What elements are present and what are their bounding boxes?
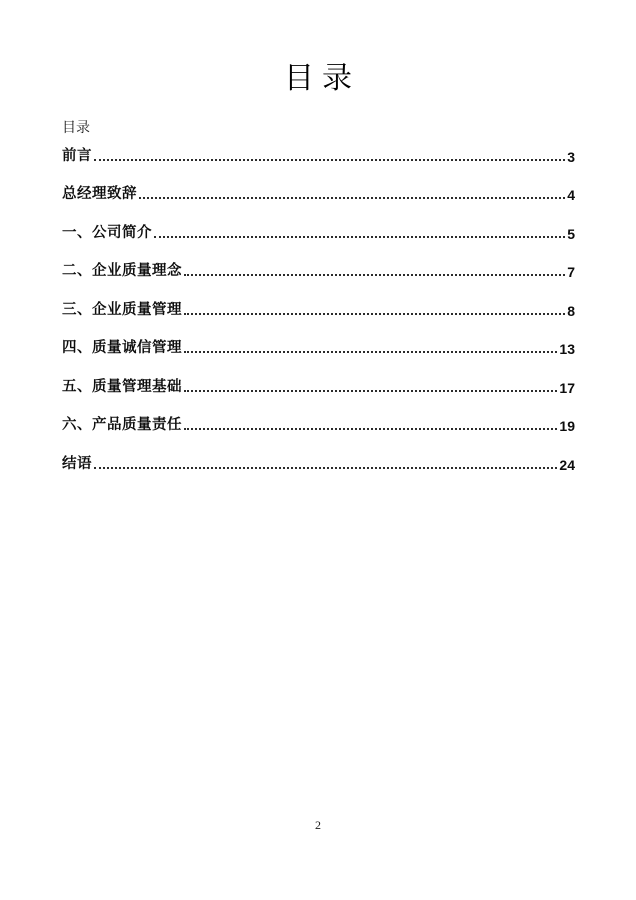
dot-leader [184, 351, 557, 353]
toc-entry[interactable] [62, 434, 575, 473]
toc-entry-page-number: 8 [567, 302, 575, 319]
toc-entry-page-number: 4 [567, 187, 575, 203]
toc-entry-label: 六、产品质量责任 [62, 417, 182, 433]
toc-entry[interactable] [62, 242, 575, 281]
toc-entry-page-number: 17 [559, 379, 575, 396]
toc-entry-page-number: 13 [559, 341, 575, 357]
toc-field-label: 目录 [62, 121, 90, 136]
toc-entry-label: 五、质量管理基础 [62, 378, 182, 395]
toc-entry[interactable] [62, 280, 575, 319]
toc-entry[interactable] [62, 203, 575, 242]
toc-entry-label: 结语 [62, 455, 92, 472]
toc-entry[interactable] [62, 165, 575, 204]
toc-entry-page-number: 7 [567, 264, 575, 280]
toc-entry-label: 三、企业质量管理 [62, 301, 182, 318]
toc-entry-label: 前言 [62, 147, 92, 164]
dot-leader [94, 467, 557, 469]
dot-leader [184, 428, 557, 430]
toc-entry[interactable] [62, 319, 575, 358]
table-of-contents [62, 126, 575, 473]
dot-leader [154, 236, 565, 238]
toc-entry[interactable] [62, 396, 575, 435]
toc-entry-label: 二、企业质量理念 [62, 263, 182, 279]
dot-leader [184, 390, 557, 392]
toc-entry[interactable] [62, 357, 575, 396]
dot-leader [184, 274, 565, 276]
toc-entry-page-number: 3 [567, 148, 575, 165]
toc-entry-page-number: 5 [567, 225, 575, 242]
toc-entry-page-number: 19 [559, 418, 575, 434]
dot-leader [139, 197, 565, 199]
toc-entry-label: 总经理致辞 [62, 186, 137, 202]
toc-entry[interactable] [62, 126, 575, 165]
footer-page-number: 2 [315, 818, 321, 832]
dot-leader [184, 313, 565, 315]
toc-entry-page-number: 24 [559, 456, 575, 473]
toc-entry-label: 一、公司简介 [62, 224, 152, 241]
page-title: 目录 [284, 62, 360, 95]
dot-leader [94, 159, 565, 161]
toc-entry-label: 四、质量诚信管理 [62, 340, 182, 356]
